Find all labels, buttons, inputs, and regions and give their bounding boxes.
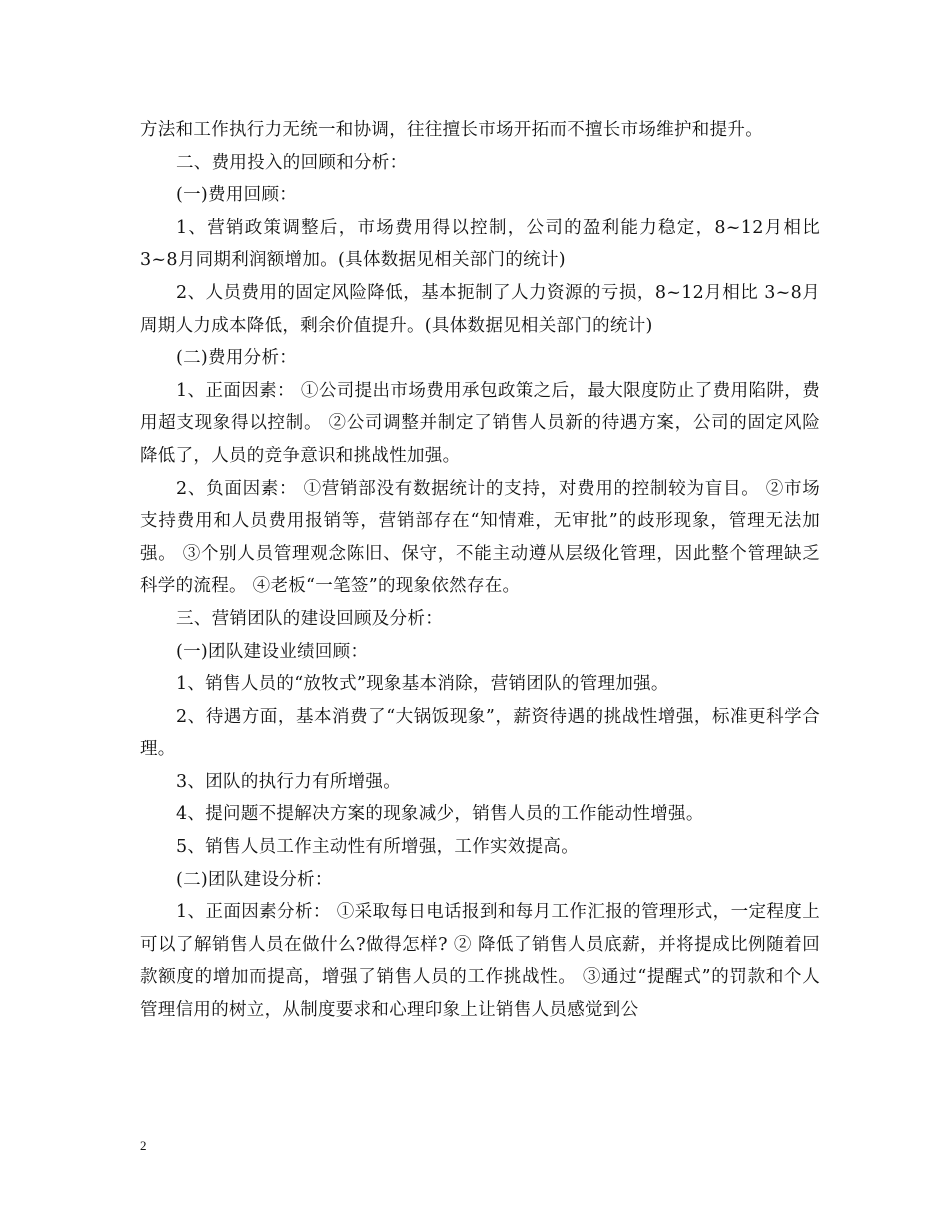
paragraph: 1、营销政策调整后，市场费用得以控制，公司的盈利能力稳定，8~12月相比3~8月同期利润额增加。(具体数据见相关部门的统计)	[140, 217, 820, 271]
section-heading: 二、费用投入的回顾和分析：	[176, 152, 408, 173]
subsection-heading: (二)团队建设分析：	[176, 869, 333, 890]
body-text	[140, 114, 820, 1027]
subsection-heading: (一)团队建设业绩回顾：	[176, 641, 369, 662]
paragraph: 1、销售人员的“放牧式”现象基本消除，营销团队的管理加强。	[176, 674, 669, 695]
paragraph: 2、待遇方面，基本消费了“大锅饭现象”，薪资待遇的挑战性增强，标准更科学合理。	[140, 706, 820, 760]
paragraph: 4、提问题不提解决方案的现象减少，销售人员的工作能动性增强。	[176, 804, 704, 825]
subsection-heading: (一)费用回顾：	[176, 185, 298, 206]
section-heading: 三、营销团队的建设回顾及分析：	[176, 608, 443, 629]
paragraph: 方法和工作执行力无统一和协调，往往擅长市场开拓而不擅长市场维护和提升。	[140, 120, 763, 140]
paragraph: 5、销售人员工作主动性有所增强，工作实效提高。	[176, 837, 580, 858]
paragraph: 1、正面因素分析： ①采取每日电话报到和每月工作汇报的管理形式，一定程度上可以了解销售人员在做什么?做得怎样? ② 降低了销售人员底薪，并将提成比例随着回款额度的增加而提高，增强了销售人员的工作挑战性。 ③通过“提醒式”的罚款和个人管理信用的树立，从制度要求和心理印象上让销售人员感觉到公	[140, 902, 820, 1021]
paragraph: 3、团队的执行力有所增强。	[176, 771, 402, 792]
subsection-heading: (二)费用分析：	[176, 348, 298, 369]
paragraph: 2、人员费用的固定风险降低，基本扼制了人力资源的亏损，8~12月相比 3~8月周期人力成本降低，剩余价值提升。(具体数据见相关部门的统计)	[140, 282, 820, 336]
paragraph: 2、负面因素： ①营销部没有数据统计的支持，对费用的控制较为盲目。 ②市场支持费用和人员费用报销等，营销部存在“知情难，无审批”的歧形现象，管理无法加强。 ③个别人员管理观念陈旧、保守，不能主动遵从层级化管理，因此整个管理缺乏科学的流程。 ④老板“一笔签”的现象依然存在。	[140, 478, 820, 597]
page-number: 2	[140, 1138, 147, 1153]
paragraph: 1、正面因素： ①公司提出市场费用承包政策之后，最大限度防止了费用陷阱，费用超支现象得以控制。 ②公司调整并制定了销售人员新的待遇方案，公司的固定风险降低了，人员的竞争意识和挑战性加强。	[140, 380, 820, 466]
